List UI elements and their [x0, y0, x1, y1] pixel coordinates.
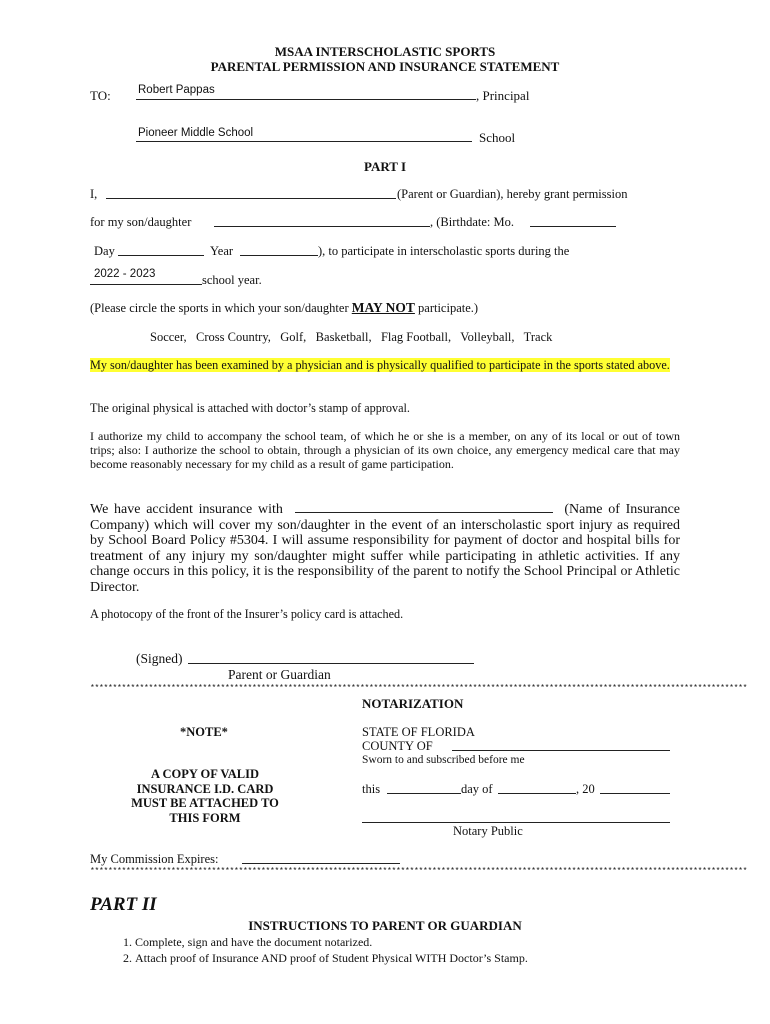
- principal-suffix: , Principal: [476, 88, 530, 103]
- school-year-field[interactable]: [90, 284, 202, 285]
- separator-stars-2: **************************************************************************************************************************************************: [90, 867, 748, 876]
- this-label: this: [362, 782, 381, 796]
- copy-notice: [100, 767, 310, 825]
- school-field-line[interactable]: [136, 141, 472, 142]
- notary-signature-field[interactable]: [362, 822, 670, 823]
- county-field[interactable]: [452, 750, 670, 751]
- part2-title: PART II: [90, 894, 157, 915]
- instructions-list: [90, 934, 528, 966]
- circle-suffix: participate.): [414, 301, 479, 315]
- notary-day-field[interactable]: [387, 793, 461, 794]
- year-prefix: , 20: [576, 782, 595, 796]
- commission-field[interactable]: [242, 863, 400, 864]
- day-of-label: day of: [461, 782, 493, 796]
- circle-instruction: [90, 300, 478, 316]
- notary-year-field[interactable]: [600, 793, 670, 794]
- line-i-prefix: I,: [90, 187, 98, 201]
- county-label: COUNTY OF: [362, 739, 433, 753]
- insurance-prefix: We have accident insurance with: [90, 502, 283, 517]
- may-not-emphasis: MAY NOT: [351, 300, 415, 315]
- list-item: 1. Complete, sign and have the document notarized.: [135, 934, 528, 950]
- insurance-rest: (Name of Insurance Company) which will cover my son/daughter in the event of an interscholastic sport injury as required by School Board Policy #5304. I will assume responsibility for payment of doctor and hospital bills for treatment of any injury my son/daughter might suffer while participating in athletic activities. If any change occurs in this policy, it is the responsibility of the parent to notify the School Principal or Athletic Director.: [90, 502, 681, 595]
- birth-year-field[interactable]: [240, 255, 318, 256]
- signed-label: (Signed): [136, 651, 183, 666]
- part1-title: PART I: [363, 159, 407, 174]
- school-year-value[interactable]: 2022 - 2023: [94, 268, 156, 280]
- instructions-title: INSTRUCTIONS TO PARENT OR GUARDIAN: [248, 918, 522, 933]
- student-name-field[interactable]: [214, 226, 430, 227]
- state-line: STATE OF FLORIDA: [362, 725, 475, 739]
- principal-name-value[interactable]: Robert Pappas: [138, 84, 215, 96]
- insurance-company-field[interactable]: [295, 501, 553, 513]
- form-title-line1: MSAA INTERSCHOLASTIC SPORTS: [274, 44, 496, 59]
- school-year-suffix: school year.: [202, 273, 262, 287]
- school-name-value[interactable]: Pioneer Middle School: [138, 127, 254, 139]
- line-i-suffix: (Parent or Guardian), hereby grant permission: [397, 187, 628, 201]
- birth-month-field[interactable]: [530, 226, 616, 227]
- sports-list[interactable]: Soccer, Cross Country, Golf, Basketball, Flag Football, Volleyball, Track: [150, 330, 553, 344]
- sworn-line: Sworn to and subscribed before me: [362, 754, 525, 766]
- examined-highlight: My son/daughter has been examined by a physician and is physically qualified to participate in the sports stated above.: [90, 358, 670, 372]
- photocopy-statement: A photocopy of the front of the Insurer’s policy card is attached.: [90, 607, 404, 621]
- form-title-line2: PARENTAL PERMISSION AND INSURANCE STATEMENT: [210, 59, 560, 74]
- line-son-suffix: , (Birthdate: Mo.: [430, 215, 515, 229]
- copy-notice-line: INSURANCE I.D. CARD: [136, 781, 274, 796]
- copy-notice-line: MUST BE ATTACHED TO: [131, 796, 279, 810]
- day-label: Day: [94, 244, 115, 258]
- commission-label: My Commission Expires:: [90, 852, 219, 866]
- list-item: 2. Attach proof of Insurance AND proof of Student Physical WITH Doctor’s Stamp.: [135, 950, 528, 966]
- separator-stars-1: **************************************************************************************************************************************************: [90, 684, 748, 693]
- parent-name-field[interactable]: [106, 198, 396, 199]
- physical-statement: The original physical is attached with doctor’s stamp of approval.: [90, 401, 410, 415]
- notarization-title: NOTARIZATION: [362, 696, 464, 711]
- authorize-statement: I authorize my child to accompany the school team, of which he or she is a member, on any of its local or out of town trips; also: I authorize the school to obtain, through a physician of its own choice, any emergency medical care that may become reasonably necessary for my child as a result of game participation.: [90, 429, 680, 471]
- parent-guardian-caption: Parent or Guardian: [228, 667, 331, 682]
- examined-statement: [90, 358, 680, 373]
- to-label: TO:: [90, 88, 111, 103]
- note-label: *NOTE*: [180, 725, 228, 739]
- copy-notice-line: A COPY OF VALID: [150, 767, 259, 781]
- insurance-statement: [90, 501, 680, 595]
- circle-prefix: (Please circle the sports in which your son/daughter: [90, 301, 352, 315]
- line-son-prefix: for my son/daughter: [90, 215, 192, 229]
- birth-day-field[interactable]: [118, 255, 204, 256]
- year-label: Year: [210, 244, 234, 258]
- school-suffix: School: [479, 130, 516, 145]
- copy-notice-line: THIS FORM: [169, 810, 241, 825]
- day-suffix: ), to participate in interscholastic sports during the: [318, 244, 570, 258]
- notary-month-field[interactable]: [498, 793, 576, 794]
- notary-public-caption: Notary Public: [453, 824, 523, 838]
- parent-signature-field[interactable]: [188, 663, 474, 664]
- principal-field-line[interactable]: [136, 99, 476, 100]
